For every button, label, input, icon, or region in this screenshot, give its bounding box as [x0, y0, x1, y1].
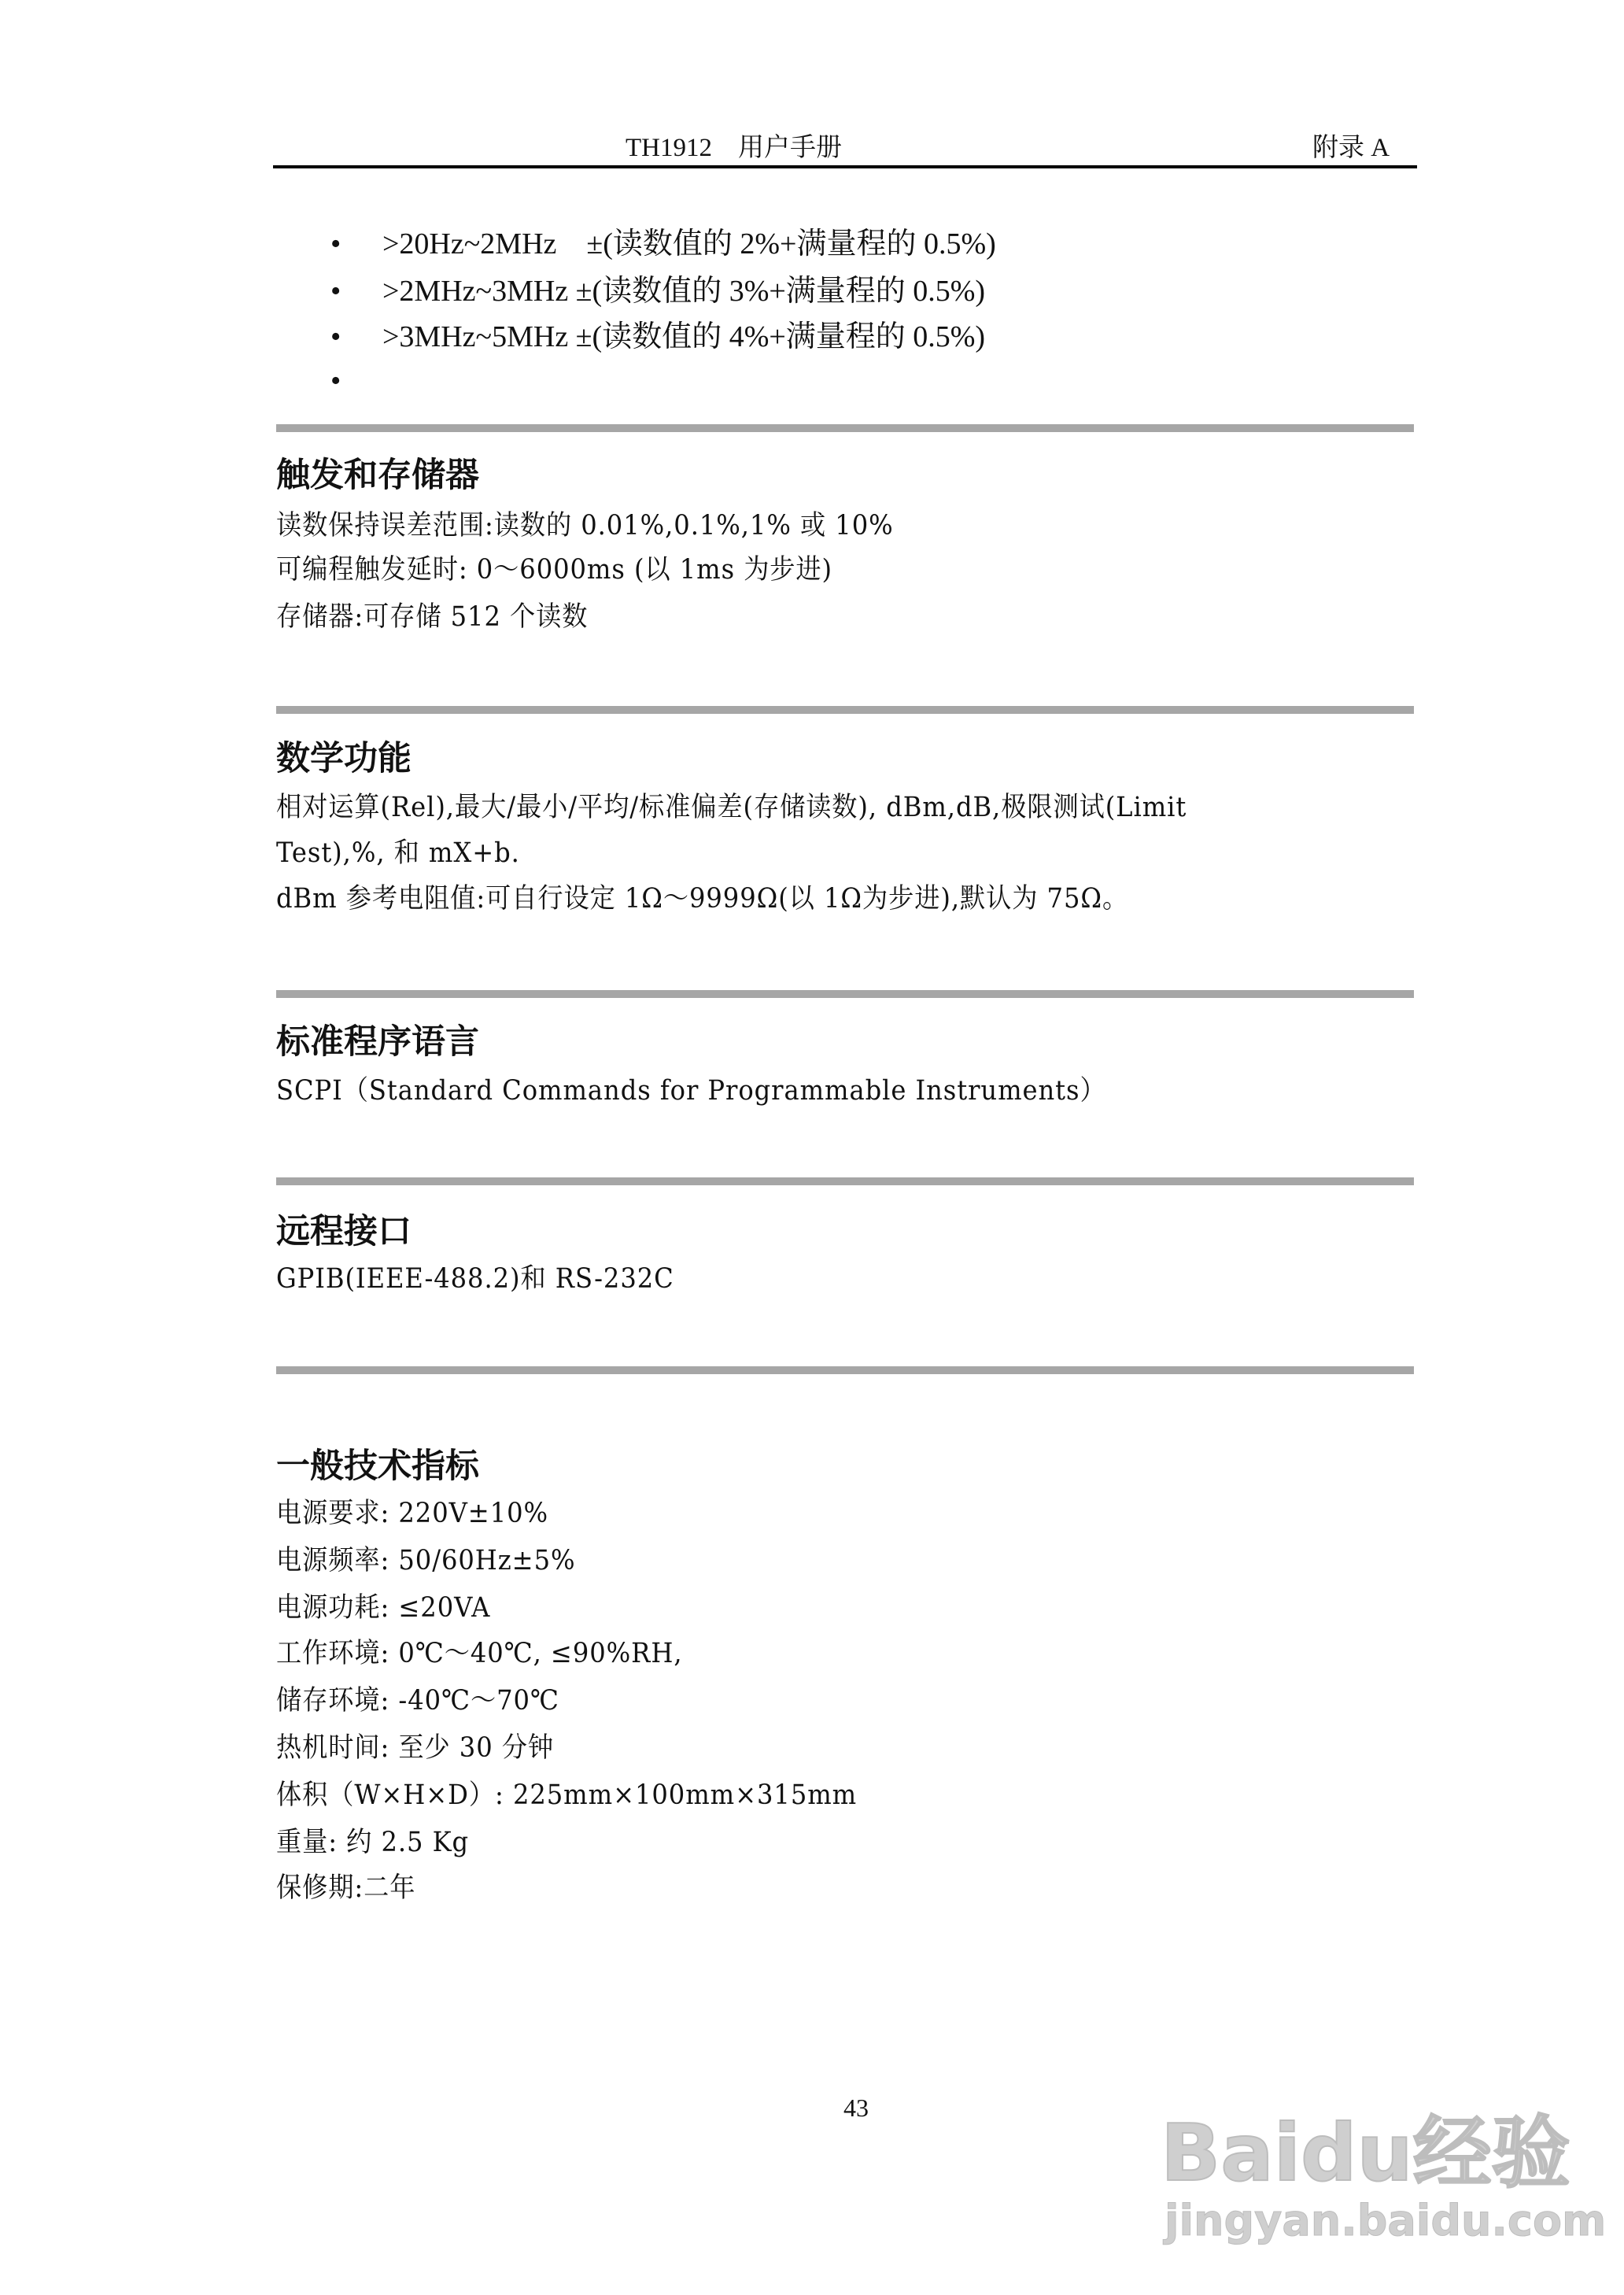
section-line: GPIB(IEEE-488.2)和 RS-232C — [276, 1263, 674, 1295]
header-title: TH1912 用户手册 — [626, 134, 842, 162]
section-line: 热机时间: 至少 30 分钟 — [276, 1732, 555, 1764]
section-divider — [276, 1366, 1414, 1374]
section-line: 存储器:可存储 512 个读数 — [276, 601, 589, 633]
section-divider — [276, 990, 1414, 998]
section-heading: 一般技术指标 — [276, 1447, 479, 1486]
bullet-item: >20Hz~2MHz ±(读数值的 2%+满量程的 0.5%) — [382, 227, 996, 261]
section-line: 工作环境: 0℃～40℃, ≤90%RH, — [276, 1638, 683, 1669]
section-line: dBm 参考电阻值:可自行设定 1Ω～9999Ω(以 1Ω为步进),默认为 75Ω。 — [276, 883, 1129, 915]
bullet-dot: • — [330, 275, 341, 308]
section-line: Test),%, 和 mX+b. — [276, 837, 520, 869]
section-line: 储存环境: -40℃～70℃ — [276, 1685, 559, 1717]
section-line: 体积（W×H×D）: 225mm×100mm×315mm — [276, 1779, 858, 1811]
bullet-dot: • — [330, 364, 341, 397]
section-line: 相对运算(Rel),最大/最小/平均/标准偏差(存储读数), dBm,dB,极限测试(Limit — [276, 792, 1187, 823]
section-heading: 数学功能 — [276, 739, 412, 778]
section-heading: 触发和存储器 — [276, 456, 479, 495]
section-heading: 远程接口 — [276, 1212, 412, 1251]
watermark-url: jingyan.baidu.com — [1164, 2196, 1607, 2245]
page-number: 43 — [843, 2094, 869, 2122]
bullet-item: >2MHz~3MHz ±(读数值的 3%+满量程的 0.5%) — [382, 275, 986, 308]
header-rule — [273, 165, 1417, 168]
section-heading: 标准程序语言 — [276, 1022, 479, 1062]
header-section: 附录 A — [1312, 134, 1390, 162]
section-line: 可编程触发延时: 0～6000ms (以 1ms 为步进) — [276, 554, 833, 586]
section-divider — [276, 706, 1414, 714]
bullet-dot: • — [330, 320, 341, 353]
bullet-item: >3MHz~5MHz ±(读数值的 4%+满量程的 0.5%) — [382, 320, 986, 353]
section-line: 电源功耗: ≤20VA — [276, 1592, 491, 1624]
section-divider — [276, 424, 1414, 432]
section-line: 保修期:二年 — [276, 1872, 416, 1904]
section-divider — [276, 1177, 1414, 1185]
section-line: 电源频率: 50/60Hz±5% — [276, 1545, 576, 1576]
section-line: 重量: 约 2.5 Kg — [276, 1827, 470, 1858]
bullet-dot: • — [330, 227, 341, 261]
section-line: 电源要求: 220V±10% — [276, 1498, 549, 1529]
section-line: 读数保持误差范围:读数的 0.01%,0.1%,1% 或 10% — [276, 510, 894, 541]
section-line: SCPI（Standard Commands for Programmable Instruments） — [276, 1075, 1106, 1107]
watermark-brand: Baidu经验 — [1161, 2107, 1570, 2199]
